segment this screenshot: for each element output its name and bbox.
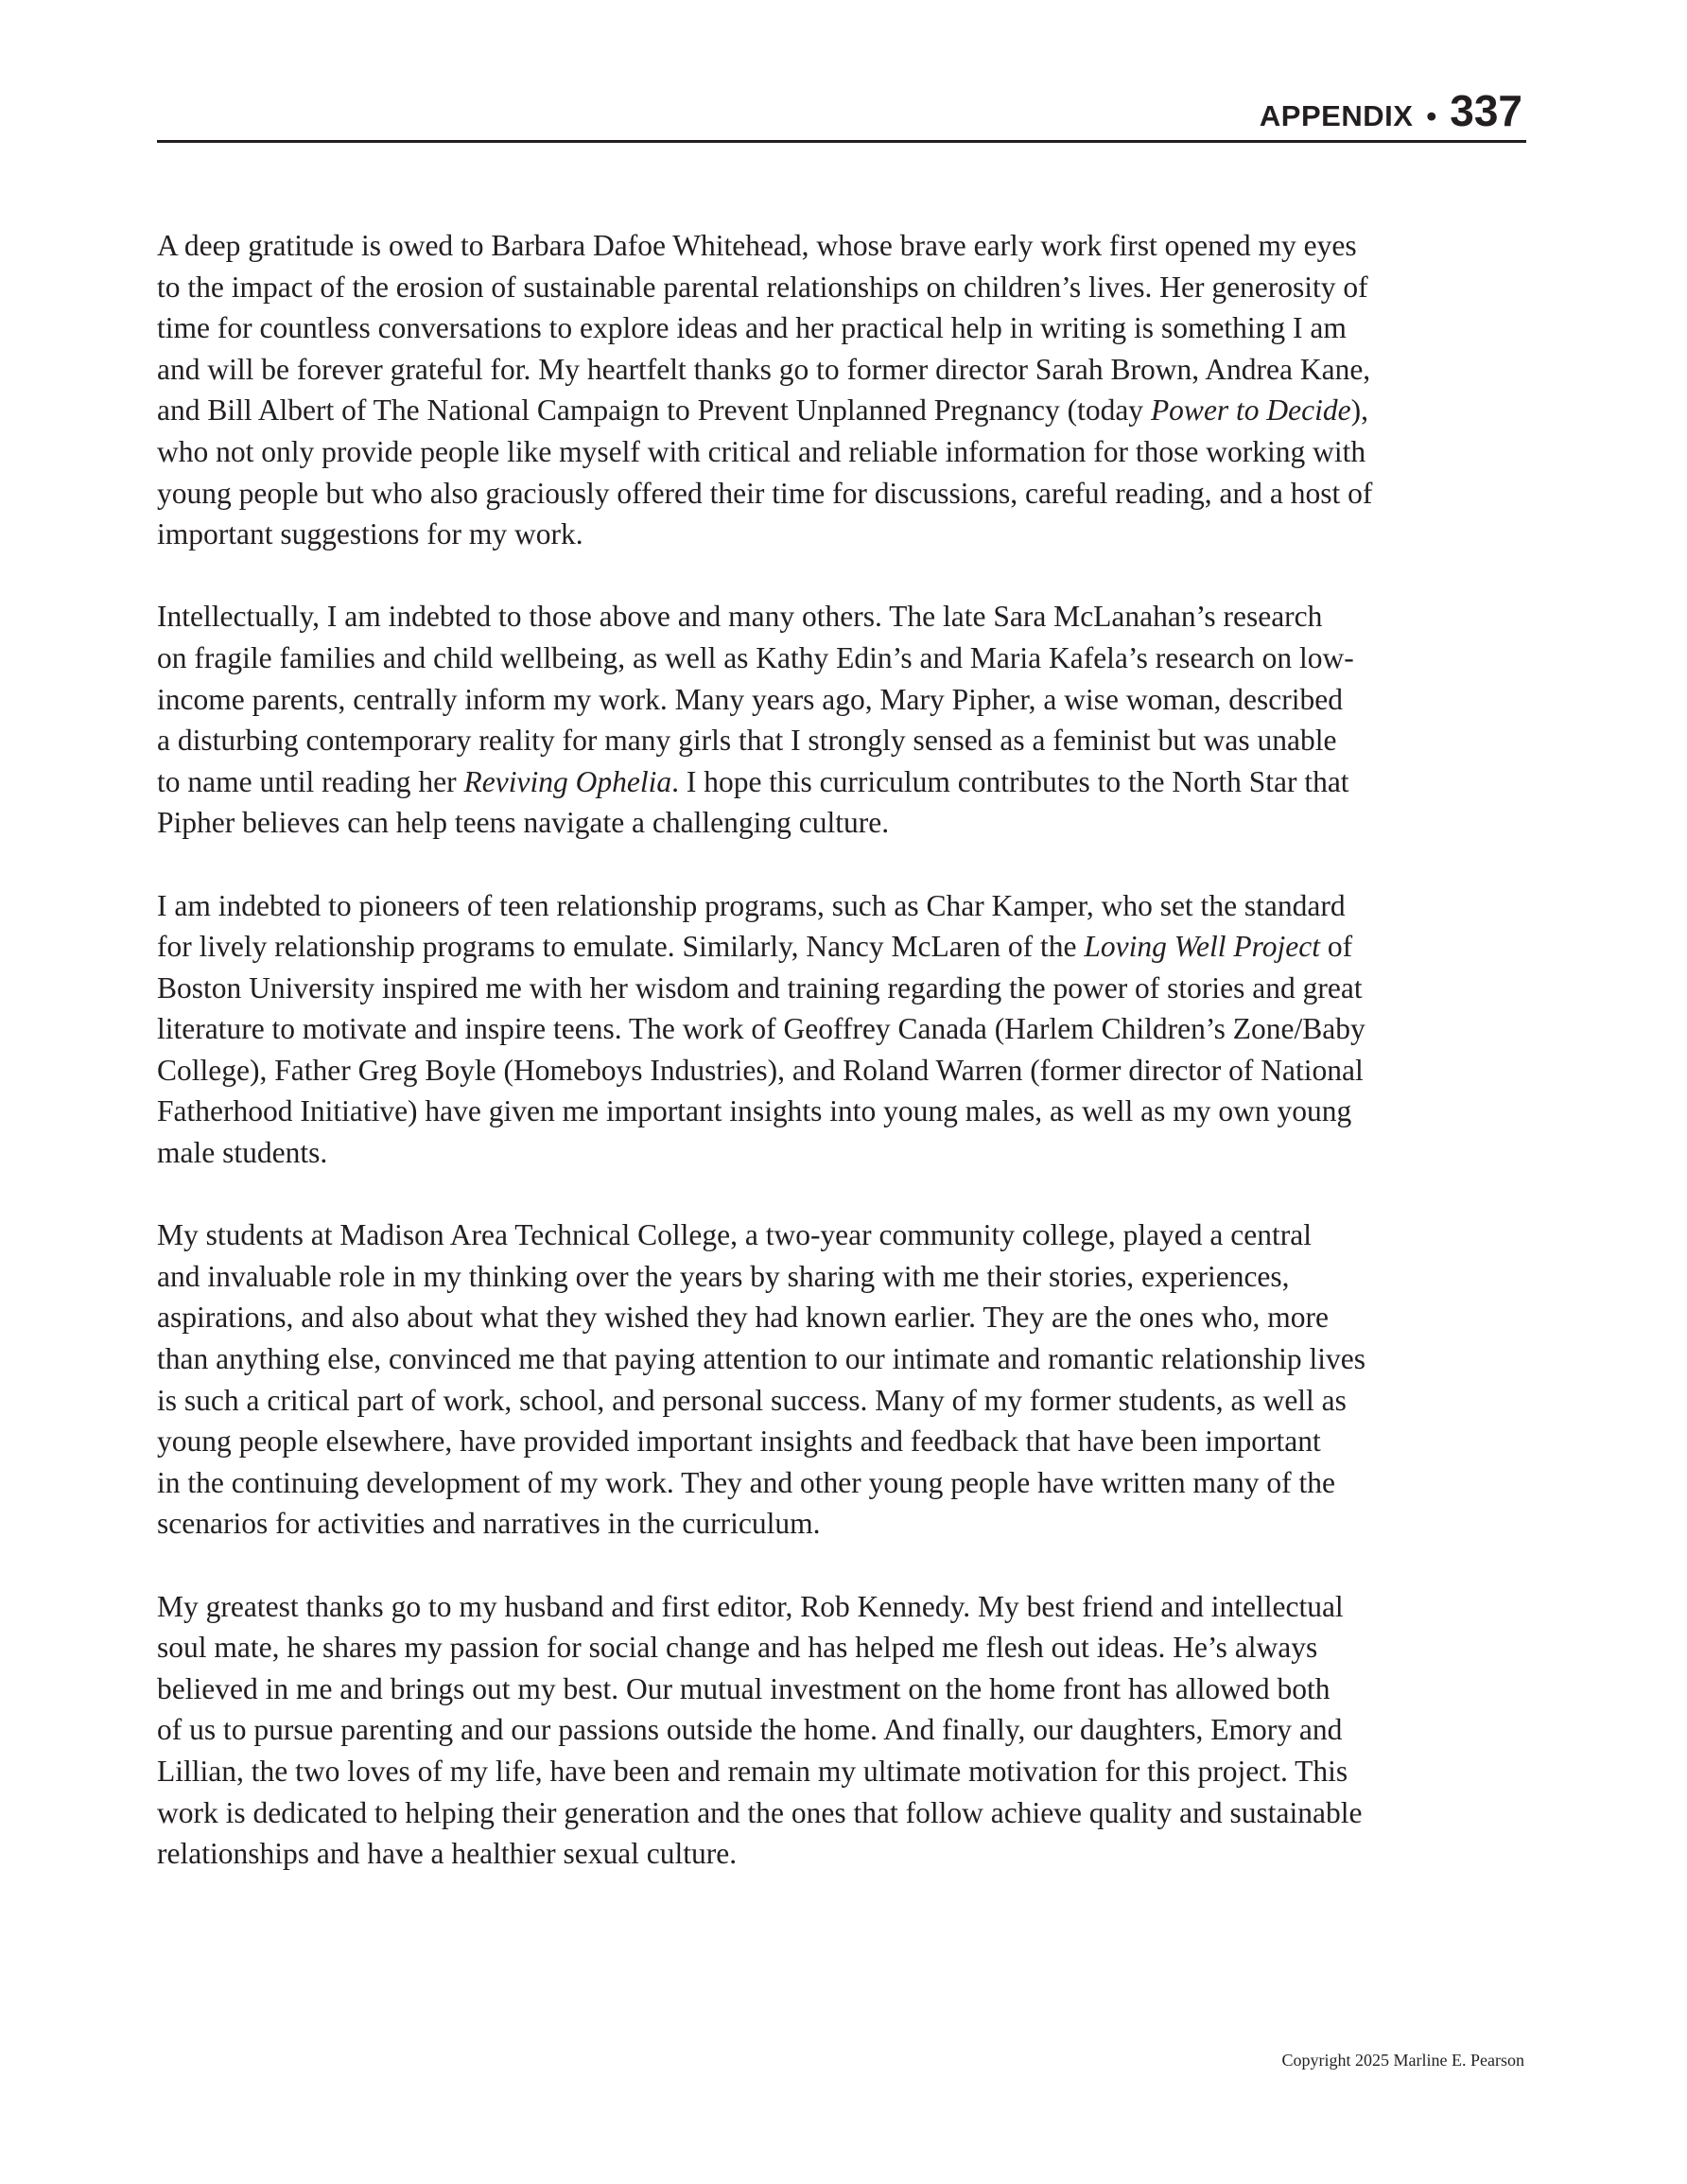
text-segment: is such a critical part of work, school, and personal success. Many of my former students, as well as	[157, 1383, 1347, 1417]
section-title: APPENDIX	[1259, 99, 1414, 132]
text-line	[157, 1751, 1538, 1792]
text-line	[157, 1338, 1538, 1380]
italic-title: Reviving Ophelia	[463, 764, 672, 798]
text-line	[157, 1297, 1538, 1338]
italic-title: Power to Decide	[1150, 393, 1351, 428]
text-segment: College), Father Greg Boyle (Homeboys Industries), and Roland Warren (former director of National	[157, 1053, 1364, 1087]
text-line	[157, 1462, 1538, 1504]
text-segment: who not only provide people like myself with critical and reliable information for those working with	[157, 434, 1366, 468]
text-segment: . I hope this curriculum contributes to the North Star that	[671, 764, 1349, 798]
text-segment: work is dedicated to helping their generation and the ones that follow achieve quality and sustainable	[157, 1795, 1363, 1829]
text-segment: a disturbing contemporary reality for many girls that I strongly sensed as a feminist but was unable	[157, 724, 1337, 758]
text-segment: to name until reading her	[157, 764, 464, 798]
text-line	[157, 1709, 1538, 1751]
text-line	[157, 1132, 1538, 1174]
paragraph	[157, 1214, 1538, 1545]
text-line	[157, 390, 1538, 431]
text-line	[157, 885, 1538, 927]
copyright-footer: Copyright 2025 Marline E. Pearson	[1281, 2051, 1524, 2070]
text-segment: of us to pursue parenting and our passions outside the home. And finally, our daughters, Emory and	[157, 1713, 1343, 1747]
text-line	[157, 1627, 1538, 1669]
text-line	[157, 679, 1538, 721]
text-line	[157, 1586, 1538, 1628]
text-line	[157, 802, 1538, 844]
header-bullet: •	[1426, 99, 1437, 132]
text-segment: believed in me and brings out my best. Our mutual investment on the home front has allowed both	[157, 1671, 1330, 1705]
running-header	[157, 86, 1526, 143]
text-segment: to the impact of the erosion of sustainable parental relationships on children’s lives. Her generosity of	[157, 270, 1368, 304]
text-line	[157, 1008, 1538, 1050]
text-line	[157, 1091, 1538, 1132]
text-line	[157, 926, 1538, 968]
text-segment: on fragile families and child wellbeing, as well as Kathy Edin’s and Maria Kafela’s research on low-	[157, 640, 1354, 674]
text-line	[157, 596, 1538, 638]
text-segment: Boston University inspired me with her wisdom and training regarding the power of stories and great	[157, 970, 1363, 1005]
text-line	[157, 1421, 1538, 1462]
text-line	[157, 1833, 1538, 1875]
text-segment: A deep gratitude is owed to Barbara Dafoe Whitehead, whose brave early work first opened my eyes	[157, 229, 1357, 262]
text-segment: for lively relationship programs to emulate. Similarly, Nancy McLaren of the	[157, 930, 1085, 964]
text-segment: young people elsewhere, have provided important insights and feedback that have been important	[157, 1424, 1321, 1459]
text-line	[157, 968, 1538, 1009]
text-segment: in the continuing development of my work. They and other young people have written many of the	[157, 1465, 1335, 1499]
text-segment: scenarios for activities and narratives in the curriculum.	[157, 1507, 821, 1541]
text-segment: important suggestions for my work.	[157, 517, 583, 551]
page-number: 337	[1450, 86, 1522, 135]
text-line	[157, 514, 1538, 555]
italic-title: Loving Well Project	[1084, 930, 1320, 964]
text-segment: and invaluable role in my thinking over the years by sharing with me their stories, experiences,	[157, 1259, 1290, 1293]
text-segment: aspirations, and also about what they wished they had known earlier. They are the ones who, more	[157, 1301, 1329, 1335]
text-segment: and will be forever grateful for. My heartfelt thanks go to former director Sarah Brown, Andrea Kane,	[157, 352, 1371, 386]
paragraph	[157, 596, 1538, 844]
text-segment: and Bill Albert of The National Campaign to Prevent Unplanned Pregnancy (today	[157, 393, 1151, 428]
text-line	[157, 267, 1538, 308]
text-segment: of	[1319, 930, 1353, 964]
text-line	[157, 1380, 1538, 1422]
text-segment: than anything else, convinced me that paying attention to our intimate and romantic relationship lives	[157, 1342, 1366, 1376]
paragraph	[157, 1586, 1538, 1875]
text-segment: My greatest thanks go to my husband and first editor, Rob Kennedy. My best friend and intellectual	[157, 1589, 1344, 1623]
text-line	[157, 1669, 1538, 1710]
text-segment: income parents, centrally inform my work. Many years ago, Mary Pipher, a wise woman, described	[157, 682, 1344, 716]
text-line	[157, 1792, 1538, 1834]
text-line	[157, 307, 1538, 349]
text-segment: relationships and have a healthier sexual culture.	[157, 1837, 738, 1871]
text-segment: male students.	[157, 1136, 328, 1170]
text-segment: soul mate, he shares my passion for social change and has helped me flesh out ideas. He’s always	[157, 1631, 1318, 1665]
text-line	[157, 473, 1538, 515]
text-segment: Fatherhood Initiative) have given me important insights into young males, as well as my own young	[157, 1094, 1352, 1128]
text-segment: literature to motivate and inspire teens. The work of Geoffrey Canada (Harlem Children’s Zone/Baby	[157, 1012, 1365, 1046]
paragraph	[157, 225, 1538, 555]
text-segment: time for countless conversations to explore ideas and her practical help in writing is something I am	[157, 311, 1347, 345]
text-segment: Pipher believes can help teens navigate a challenging culture.	[157, 806, 890, 840]
text-segment: I am indebted to pioneers of teen relationship programs, such as Char Kamper, who set the standard	[157, 888, 1346, 922]
text-segment: young people but who also graciously offered their time for discussions, careful reading, and a host of	[157, 476, 1373, 510]
text-segment: ),	[1350, 393, 1368, 428]
text-line	[157, 638, 1538, 679]
text-line	[157, 761, 1538, 803]
text-segment: Intellectually, I am indebted to those above and many others. The late Sara McLanahan’s research	[157, 600, 1323, 634]
text-line	[157, 349, 1538, 391]
text-line	[157, 1256, 1538, 1298]
body-text	[157, 225, 1538, 1915]
text-line	[157, 720, 1538, 761]
paragraph	[157, 885, 1538, 1174]
text-line	[157, 431, 1538, 473]
text-segment: Lillian, the two loves of my life, have been and remain my ultimate motivation for this project. This	[157, 1754, 1348, 1788]
header-text	[1260, 85, 1522, 136]
text-segment: My students at Madison Area Technical College, a two-year community college, played a central	[157, 1218, 1312, 1252]
text-line	[157, 1503, 1538, 1545]
text-line	[157, 1050, 1538, 1092]
text-line	[157, 1214, 1538, 1256]
text-line	[157, 225, 1538, 267]
